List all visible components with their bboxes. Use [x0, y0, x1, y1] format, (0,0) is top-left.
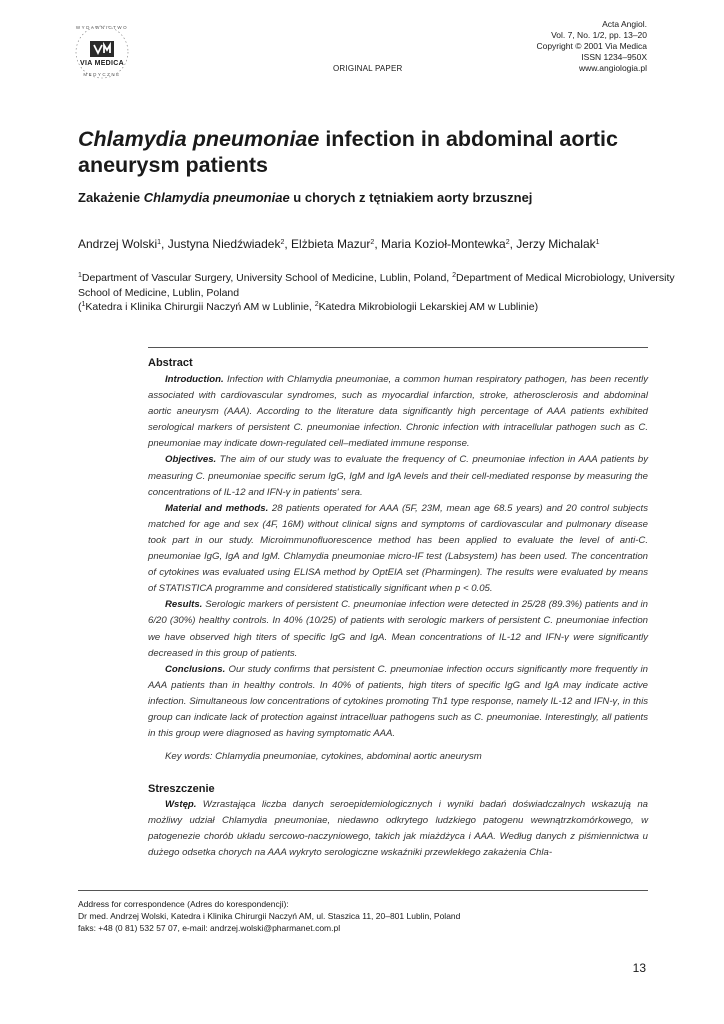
abstract-paragraph: Introduction. Infection with Chlamydia pneumoniae, a common human respiratory pathogen, has been recently associated with cardiovascular syndromes, such as myocardial infarction, stroke, atherosclerosis and abdominal aortic aneurysm (AAA). According to the literature data significantly high percentage of AAA patients exhibited serological markers of persistent C. pneumoniae infection. Chronic infection with intracellular pathogen such as C. pneumoniae may indicate down-regulated cell–mediated immune response. — [148, 374, 648, 450]
subtitle-italic: Chlamydia pneumoniae — [143, 190, 290, 205]
streszczenie-paragraph: Wstęp. Wzrastająca liczba danych seroepidemiologicznych i wyniki badań doświadczalnych wskazują na możliwy udział Chlamydia pneumoniae, niedawno odkrytego ludzkiego patogenu wewnątrzkomórkowego, w patogenezie chorób układu sercowo-naczyniowego, takich jak miażdżyca i AAA. Według danych z piśmiennictwa u dużego odsetka chorych na AAA wykryto serologiczne wskaźniki przewlekłego zakażenia Chla- — [148, 799, 648, 859]
page-number: 13 — [632, 961, 646, 975]
abstract-heading: Abstract — [148, 357, 193, 369]
journal-info — [536, 19, 647, 74]
title-rest: infection in abdominal aortic aneurysm patients — [78, 127, 618, 177]
journal-issn: ISSN 1234–950X — [581, 52, 647, 62]
author: Andrzej Wolski$^1$, — [78, 237, 168, 251]
footnote-rule — [78, 890, 648, 891]
journal-url[interactable]: www.angiologia.pl — [578, 63, 647, 73]
author: Jerzy Michalak$^1$ — [516, 237, 600, 251]
publisher-logo — [70, 22, 134, 86]
streszczenie-body — [148, 797, 648, 861]
subtitle-post: u chorych z tętniakiem aorty brzusznej — [289, 190, 533, 205]
abstract-paragraph: Material and methods. 28 patients operated for AAA (5F, 23M, mean age 68.5 years) and 20 control subjects matched for age and sex (4F, 16M) without clinical signs and symptoms of cardiovascular and pulmonary disease took part in our study. Microimmunofluorescence method has been applied to evaluate the level of anti-C. pneumoniae IgG, IgA and IgM. Chlamydia pneumoniae micro-IF test (Labsystem) has been used. The concentration of cytokines was evaluated using ELISA method by OptEIA set (Pharmingen). The results were evaluated by means of STATISTICA programme and considered statistically significant when p < 0.05. — [148, 502, 648, 595]
abstract-body — [148, 372, 648, 765]
logo-bottom-text: MEDYCZNE — [83, 72, 121, 77]
abstract-top-rule — [148, 347, 648, 348]
author: Elżbieta Mazur$^2$, — [291, 237, 381, 251]
correspondence-heading: Address for correspondence (Adres do korespondencji): — [78, 899, 289, 909]
abstract-paragraph: Results. Serologic markers of persistent C. pneumoniae infection were detected in 25/28 (89.3%) patients and in 6/20 (30%) healthy controls. In 40% (10/25) of patients with serologic markers of persistent C. pneumoniae infection we have observed high titers of specific IgG and IgA. Mean concentrations of IL-12 and IFN-γ were significantly decreased in this group of patients. — [148, 599, 648, 659]
keywords: Key words: Chlamydia pneumoniae, cytokines, abdominal aortic aneurysm — [165, 751, 482, 763]
journal-volume: Vol. 7, No. 1/2, pp. 13–20 — [551, 30, 647, 40]
author: Maria Kozioł-Montewka$^2$, — [380, 237, 517, 251]
streszczenie-heading: Streszczenie — [148, 783, 215, 795]
article-subtitle — [78, 190, 678, 205]
journal-copyright: Copyright © 2001 Via Medica — [536, 41, 647, 51]
subtitle-pre: Zakażenie — [78, 190, 144, 205]
author: Justyna Niedźwiadek$^2$, — [167, 237, 292, 251]
article-title — [78, 126, 658, 178]
correspondence — [78, 898, 678, 934]
correspondence-contact: faks: +48 (0 81) 532 57 07, e-mail: andrzej.wolski@pharmanet.com.pl — [78, 923, 341, 933]
abstract-paragraph: Conclusions. Our study confirms that persistent C. pneumoniae infection occurs significantly more frequently in AAA patients than in healthy controls. In 40% of patients, high titers of specific IgG and IgA may indicate active infection. Simultaneous low concentrations of cytokines promoting Th1 type response, namely IL-12 and IFN-γ, in this group can indicate lack of protection against intracelluar pathogens such as C. pneumoniae. Interestingly, all patients in this group were diagnosed as having symptomatic AAA. — [148, 663, 648, 740]
journal-name: Acta Angiol. — [602, 19, 647, 29]
abstract-paragraph: Objectives. The aim of our study was to evaluate the frequency of C. pneumoniae infection in AAA patients by measuring C. pneumoniae specific serum IgG, IgM and IgA levels and their cell-mediated response by measuring the concentrations of IL-12 and IFN-γ in patients' sera. — [148, 454, 648, 498]
author-list — [78, 236, 678, 252]
correspondence-address: Dr med. Andrzej Wolski, Katedra i Klinika Chirurgii Naczyń AM, ul. Staszica 11, 20–801 Lublin, Poland — [78, 911, 461, 921]
logo-top-text: WYDAWNICTWO — [75, 25, 129, 30]
logo-name: VIA MEDICA — [80, 60, 124, 67]
affiliations: $^1$Department of Vascular Surgery, University School of Medicine, Lublin, Poland, $^2$Department of Medical Microbiology, University School of Medicine, Lublin, Poland ($^1$Katedra i Klinika Chirurgii Naczyń AM w Lublinie, $^2$Katedra Mikrobiologii Lekarskiej AM w Lublinie) — [78, 272, 675, 313]
title-italic: Chlamydia pneumoniae — [78, 127, 320, 151]
section-label: ORIGINAL PAPER — [333, 64, 403, 73]
